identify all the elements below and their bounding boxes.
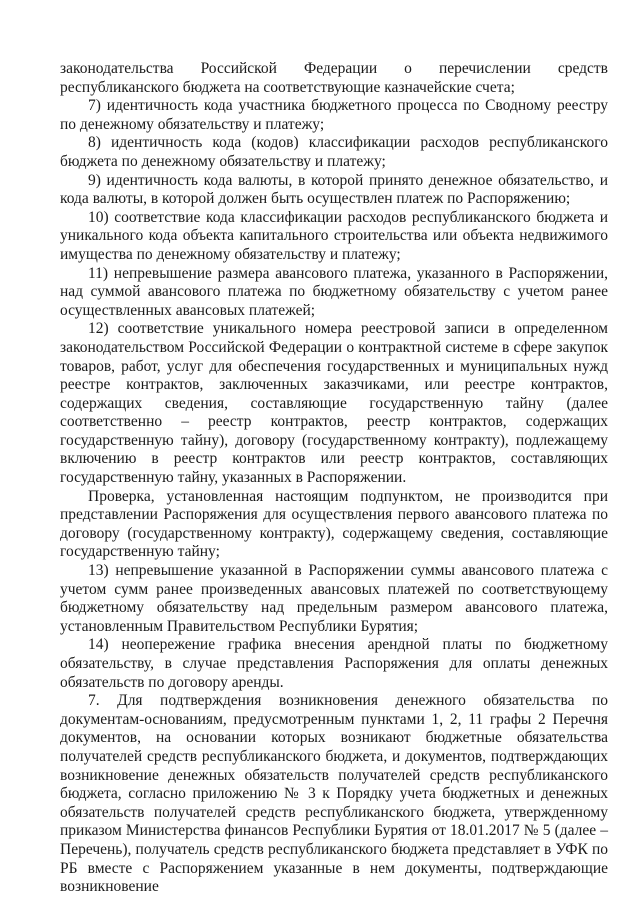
paragraph-item-11: 11) непревышение размера авансового платежа, указанного в Распоряжении, над суммой авансового платежа по бюджетному обязательству с учетом ранее осуществленных авансовых платежей;: [60, 264, 608, 319]
paragraph-item-14: 14) неопережение графика внесения арендной платы по бюджетному обязательству, в случае представления Распоряжения для оплаты денежных обязательств по договору аренды.: [60, 636, 608, 691]
paragraph-item-7: 7) идентичность кода участника бюджетного процесса по Сводному реестру по денежному обязательству и платежу;: [60, 97, 608, 133]
document-body: [60, 60, 608, 897]
paragraph-item-9: 9) идентичность кода валюты, в которой принято денежное обязательство, и кода валюты, в которой должен быть осуществлен платеж по Распоряжению;: [60, 171, 608, 208]
paragraph-section-7: 7. Для подтверждения возникновения денежного обязательства по документам-основаниям, предусмотренным пунктами 1, 2, 11 графы 2 Перечня документов, на основании которых возникают бюджетные обязательства получателей средств республиканского бюджета, и документов, подтверждающих возникновение денежных обязательств получателей средств республиканского бюджета, согласно приложению № 3 к Порядку учета бюджетных и денежных обязательств получателей средств республиканского бюджета, утвержденному приказом Министерства финансов Республики Бурятия от 18.01.2017 № 5 (далее – Перечень), получатель средств республиканского бюджета представляет в УФК по РБ вместе с Распоряжением указанные в нем документы, подтверждающие возникновение: [60, 692, 608, 896]
paragraph-item-12: 12) соответствие уникального номера реестровой записи в определенном законодательством Российской Федерации о контрактной системе в сфере закупок товаров, работ, услуг для обеспечения государственных и муниципальных нужд реестре контрактов, заключенных заказчиками, или реестре контрактов, содержащих сведения, составляющие государственную тайну (далее соответственно – реестр контрактов, реестр контрактов, содержащих государственную тайну), договору (государственному контракту), подлежащему включению в реестр контрактов или реестр контрактов, составляющих государственную тайну, указанных в Распоряжении.: [60, 320, 608, 487]
paragraph-item-8: 8) идентичность кода (кодов) классификации расходов республиканского бюджета по денежному обязательству и платежу;: [60, 134, 608, 170]
paragraph-item-13: 13) непревышение указанной в Распоряжении суммы авансового платежа с учетом сумм ранее произведенных авансовых платежей по соответствующему бюджетному обязательству над предельным размером авансового платежа, установленным Правительством Республики Бурятия;: [60, 562, 608, 635]
paragraph-continuation: законодательства Российской Федерации о перечислении средств республиканского бюджета на соответствующие казначейские счета;: [60, 60, 608, 96]
paragraph-check-note: Проверка, установленная настоящим подпунктом, не производится при представлении Распоряжения для осуществления первого авансового платежа по договору (государственному контракту), содержащему сведения, составляющие государственную тайну;: [60, 487, 608, 561]
paragraph-item-10: 10) соответствие кода классификации расходов республиканского бюджета и уникального кода объекта капитального строительства или объекта недвижимого имущества по денежному обязательству и платежу;: [60, 208, 608, 263]
